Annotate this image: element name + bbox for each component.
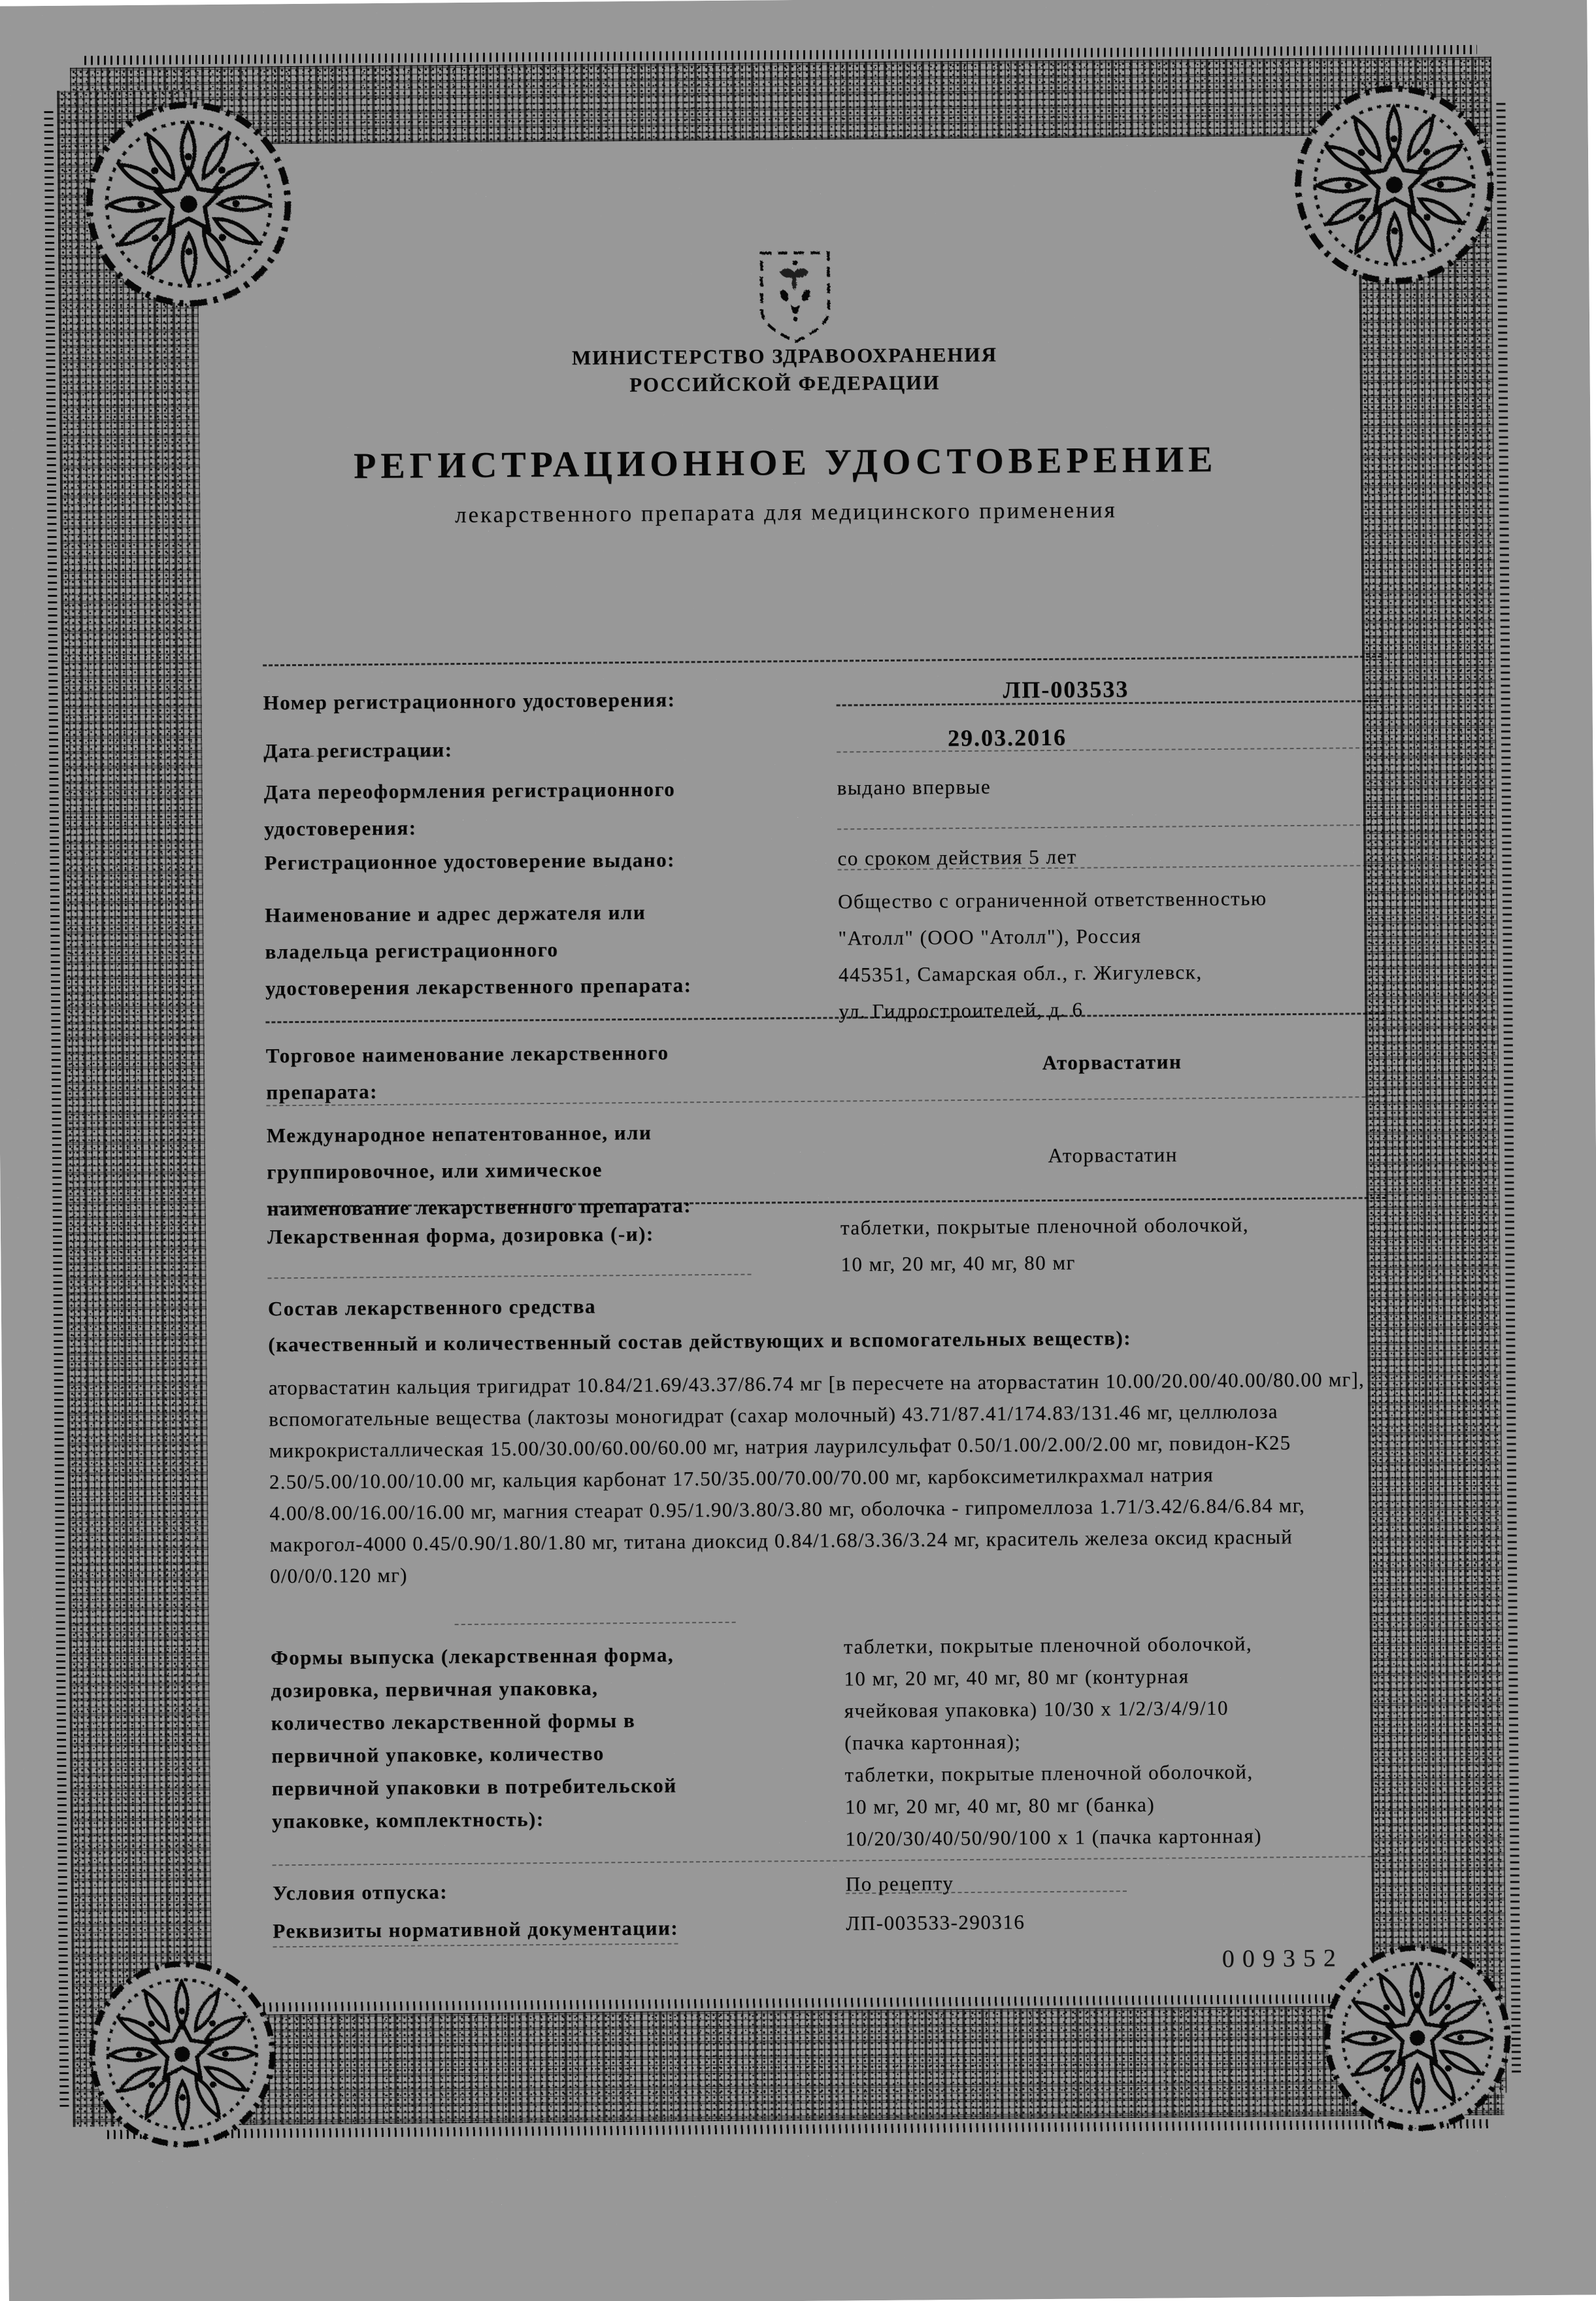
field-row-dosage-form [267,1205,1387,1286]
field-label: Номер регистрационного удостоверения: [263,688,676,714]
document-subtitle: лекарственного препарата для медицинского применения [454,497,1117,528]
field-label: Условия отпуска: [272,1880,448,1905]
field-value: Общество с ограниченной ответственностью "Атолл" (ООО "Атолл"), Россия 445351, Самарская обл., г. Жигулевск, ул. Гидростроителей, д. 6 [837,886,1267,1023]
field-value: таблетки, покрытые пленочной оболочкой, 10 мг, 20 мг, 40 мг, 80 мг [840,1213,1250,1276]
border-fringe-left [44,111,69,2107]
coat-of-arms-icon [753,248,837,348]
field-label: Реквизиты нормативной документации: [273,1916,679,1943]
separator-line [455,1622,736,1625]
field-row-registration-number [263,669,1382,723]
composition-text: аторвастатин кальция тригидрат 10.84/21.69/43.37/86.74 мг [в пересчете на аторвастатин 10.00/20.00/40.00/80.00 мг], вспомогательные вещества (лактозы моногидрат (сахар молочный) 43.71/87.41/174.83/131.46 мг, целлюлоза микрокристаллическая 15.00/30.00/60.00/60.00 мг, натрия лаурилсульфат 0.50/1.00/2.00/2.00 мг, повидон-К25 2.50/5.00/10.00/10.00 мг, кальция карбонат 17.50/35.00/70.00/70.00 мг, карбоксиметилкрахмал натрия 4.00/8.00/16.00/16.00 мг, магния стеарат 0.95/1.90/3.80/3.80 мг, оболочка - гипромеллоза 1.71/3.42/6.84/6.84 мг, макрогол-4000 0.45/0.90/1.80/1.80 мг, титана диоксид 0.84/1.68/3.36/3.24 мг, краситель железа оксид красный 0/0/0/0.120 мг) [268,1368,1365,1588]
field-value: со сроком действия 5 лет [837,845,1077,870]
field-value: ЛП-003533 [1003,676,1129,703]
field-label: Дата регистрации: [263,738,453,763]
border-fringe-right [1496,99,1521,2072]
field-row-inn [266,1109,1386,1220]
field-row-validity [264,836,1383,884]
ornamental-border-bottom [91,2005,1504,2126]
separator-line [263,656,1382,666]
field-label: Дата переоформления регистрационного удостоверения: [263,777,676,841]
field-value: По рецепту [845,1872,954,1896]
field-row-trade-name [266,1029,1386,1103]
field-row-registration-date [263,716,1382,771]
composition-heading: Состав лекарственного средства [267,1294,597,1320]
border-fringe-bottom-outer [106,1993,1489,2013]
corner-rosette-bottom-left [84,1955,281,2153]
field-value: таблетки, покрытые пленочной оболочкой, 10 мг, 20 мг, 40 мг, 80 мг (контурная ячейковая упаковка) 10/30 x 1/2/3/4/9/10 (пачка картонная); таблетки, покрытые пленочной оболочкой, 10 мг, 20 мг, 40 мг, 80 мг (банка) 10/20/30/40/50/90/100 x 1 (пачка картонная) [843,1632,1263,1851]
field-label: Регистрационное удостоверение выдано: [264,848,676,875]
border-fringe-top [84,45,1478,65]
field-row-release-forms [271,1626,1391,1860]
field-label: Торговое наименование лекарственного препарата: [265,1041,669,1104]
field-row-dispensing [273,1862,1391,1906]
field-label: Лекарственная форма, дозировка (-и): [267,1222,654,1249]
composition-subheading: (качественный и количественный состав действующих и вспомогательных веществ): [268,1326,1132,1356]
corner-rosette-top-left [80,95,297,313]
border-fringe-bottom-inner [107,2119,1490,2140]
field-value: Аторвастатин [1042,1050,1182,1075]
serial-stamp: 009352 [1222,1944,1344,1973]
corner-rosette-top-right [1289,80,1500,291]
corner-rosette-bottom-right [1319,1939,1516,2136]
field-value: 29.03.2016 [947,724,1067,752]
field-row-reissue-date [263,765,1383,843]
field-label: Формы выпуска (лекарственная форма, дозировка, первичная упаковка, количество лекарственной формы в первичной упаковке, количество первичной упаковки в потребительской упаковке, комплектность): [270,1643,677,1833]
ministry-name: МИНИСТЕРСТВО ЗДРАВООХРАНЕНИЯ РОССИЙСКОЙ ФЕДЕРАЦИИ [571,343,998,396]
field-value: Аторвастатин [1048,1143,1178,1167]
document-title: РЕГИСТРАЦИОННОЕ УДОСТОВЕРЕНИЕ [353,439,1218,487]
field-value: ЛП-003533-290316 [846,1910,1025,1935]
field-value: выдано впервые [837,775,991,799]
field-row-holder [265,879,1385,1023]
field-label: Международное непатентованное, или группировочное, или химическое наименование лекарственного препарата: [266,1120,692,1220]
field-label: Наименование и адрес держателя или владельца регистрационного удостоверения лекарственного препарата: [265,900,692,1000]
